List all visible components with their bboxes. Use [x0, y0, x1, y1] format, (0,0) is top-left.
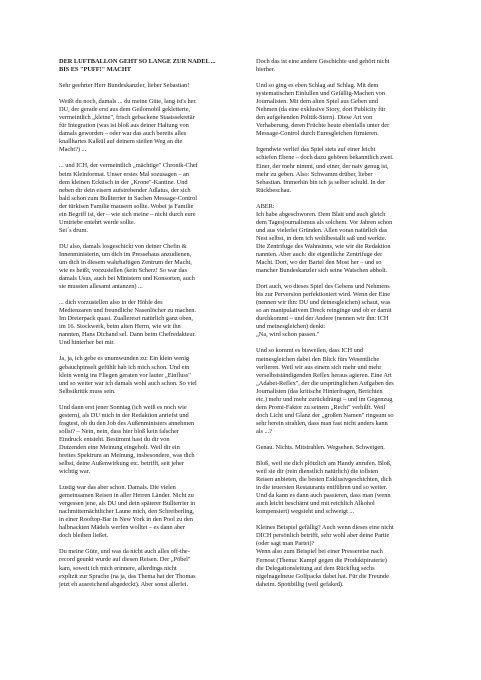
paragraph: Und so kommt es bisweilen, dass ICH und meinesgleichen dabei den Blick fürs Wesentliche verlieren. Weil wir aus einem sich mehr und mehr verselbstständigenden Reflex heraus agieren. Eine Art „Adabei-Reflex", der die ursprünglichen Aufgaben des Journalisten (das kritische Hinterfragen, Berichten etc.) mehr und mehr zurückdrängt – und im Gegenzug dem Promi-Faktor zu seinem „Recht" verhilft. Weil doch Licht und Glanz der „großen Namen" ringsum so sehr herein strahlen, dass man fast nicht anders kann als ...?	[256, 347, 394, 435]
paragraph: Genau. Nichts. Mitstrahlen. Wegsehen. Schweigen.	[256, 443, 385, 451]
paragraph: Ja, ja, ich gebe es unumwunden zu: Ein klein wenig gebauchpinselt gefühlt hab ich mich schon. Und ein klein wenig ins Fliegen geraten vor lauter „Einfluss" und so weiter war ich damals wohl auch schon. So viel Selbstkritik muss sein.	[59, 355, 197, 395]
paragraph: Sehr geehrter Herr Bundeskanzler, lieber Sebastian!	[59, 82, 190, 90]
right-column	[256, 58, 452, 597]
paragraph: ABER: Ich habe abgeschworen. Dem Blatt und auch gleich dem Tagesjournalismus als solchem. Vor Jahren schon und aus vielerlei Gründen. Allen voran natürlich das Nest selbst, in dem ich wohlbestallt saß und werkte. Die Zentrifuge des Wahnsinns, wie wir die Redaktion nannten. Aber auch: die eigentliche Zentrifuge der Macht. Dort, wo der Bartel den Most her – und so mancher Bundeskanzler sich seine Watschen abholt.	[256, 202, 393, 275]
letter-title: DER LUFTBALLON GEHT SO LANGE ZUR NADEL ... BIS ES "PUFF!" MACHT	[59, 58, 216, 74]
paragraph: Und dann erst jener Sonntag (ich weiß es noch wie gestern), als DU mich in der Redaktion anriefst und fragtest, ob du den Job des Außenministers annehmen sollst? – Nein, nein, dass hier bloß kein falscher Eindruck entsteht. Bestimmt hast du dir von Dutzenden eine Meinung eingeholt. Weil dir ein breites Spektrum an Meinung, insbesondere, was dich selbst, deine Außenwirkung etc. betrifft, seit jeher wichtig war.	[59, 403, 195, 476]
paragraph: Irgendwie verlief das Spiel stets auf einer leicht schiefen Ebene – doch dazu gehören bekanntlich zwei. Einer, der mehr nimmt, und einer, der naiv genug ist, mehr zu geben. Also: Schwamm drüber, lieber Sebastian. Immerhin bin ich ja selber schuld. In der Rückbeschau.	[256, 146, 394, 194]
paragraph: Lustig war das aber schon. Damals. Die vielen gemeinsamen Reisen in aller Herren Länder. Nicht zu vergessen jene, als DU und dein späterer Bullterrier in nachmitternächtlicher Laune mich, den Schreiberling, in einer Rooftop-Bar in New York in den Pool zu den halbnackten Mädels werfen wolltet – es dann aber doch bleiben ließet.	[59, 484, 196, 540]
paragraph: ... dich vorzustellen also in der Höhle des Medienzaren und freundliche Nasenlöcher zu machen. Im Dreierpack quasi. Zualleresrt natürlich ganz oben, im 16. Stockwerk, beim alten Herrn, wie wir ihn nannten, Hans Dichand sel. Dann beim Chefredakteur. Und hinterher bei mir.	[59, 299, 196, 347]
left-column	[59, 58, 255, 597]
paragraph: Doch das ist eine andere Geschichte und gehört nicht hierher.	[256, 58, 390, 74]
paragraph: ... und ICH, der vermeintlich „mächtige" Chronik-Chef beim Kleinformat. Unser erstes Mal sozusagen – an dem kleinen Ecktisch in der „Krone"-Kantine. Und neben dir dein eisern aufstrebender Adlatus, der sich bald schon zum Bullterrier in Sachen Message-Control der türkisen Familie mausern sollte. Wobei ja Familie ein Begriff ist, der – wie sich meine – nicht durch eure Umtriebe entehrt werde sollte. Sei´s drum.	[59, 162, 198, 234]
paragraph: Du meine Güte, und was da nicht auch alles off-the- record geunkt wurde auf diesen Reisen. Der „Pöbel" kam, soweit ich mich erinnere, allerdings nicht explizit zur Sprache (na ja, das Thema hat der Thomas jetzt eh ausreichend abgedeckt). Aber sonst allerlei.	[59, 548, 196, 588]
paragraph: Bloß, weil sie dich plötzlich am Handy anrufen. Bloß, weil sie dir (rein dienstlich natürlich) die tollsten Reisen anbieten, die besten Exklusivgeschichten, dich in die teuersten Restaurants entführen und so weiter. Und da kann es dann auch passieren, dass man (wenn auch leicht beschämt und mit reichlich Alkohol kompensiert) wegsieht und schweigt ...	[256, 460, 392, 516]
paragraph: DU also, damals losgeschickt von deiner Chefin & Innenministerin, um dich im Pressehaus anzudienen, um dich in diesem wahrhaftigen Zentrum der Macht, wie es heißt, vorzustellen (kein Scherz! So war das damals Usus, auch bei Ministern und Konsorten, auch sie mussten allesamt antanzen) ...	[59, 242, 195, 291]
paragraph: Kleines Beispiel gefällig? Auch wenn dieses eine nicht DICH persönlich betrifft, sehr wohl aber deine Partie (oder sagt man Partei)? Wenn also zum Beispiel bei einer Pressereise nach Fernost (Thema: Kampf gegen die Produktpiraterie) die Delegationsleitung auf dem Rückflug sechs nigelnagelneue Golfpacks dabei hat. Für die Freunde daheim. Spottbillig (weil gefaked).	[256, 524, 394, 588]
paragraph: Dort auch, wo dieses Spiel des Gebens und Nehmens bis zur Perversion perfektioniert wird. Wenn der Eine (nennen wir ihn: DU und deinesgleichen) schaut, was so an manipulativem Dreck reinginge und ob er damit durchkommt – und der Andere (nennen wir ihn: ICH und meinesgleichen) denkt: „Na, wird schon passen."	[256, 283, 392, 339]
paragraph: Und so ging es eben Schlag auf Schlag. Mit dem systematischen Einlullen und Gefällig-Machen von Journalisten. Mit dem alten Spiel aus Geben und Nehmen (da eine exklusive Story, dort Publicity für den aufgehenden Politik-Stern). Diese Art von Verhaberung, deren Früchte heute ebenfalls unter der Message-Control durch Euresgleichen firmieren.	[256, 82, 390, 138]
paragraph: Weißt du noch, damals ... du meine Güte, lang ist's her. DU, der gerade erst aus dem Geilomobil gekletterte, vermeintlich „kleine", frisch gebackene Staatssekretär für Integration (was ist bloß aus deiner Haltung von damals geworden – oder war das auch bereits alles knallhartes Kalkül auf deinem steilen Weg an die Macht?) ...	[59, 98, 197, 154]
